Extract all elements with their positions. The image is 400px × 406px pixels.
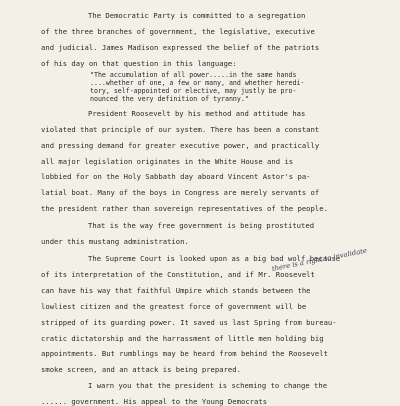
text-line-22: stripped of its guarding power. It saved us last Spring from bureau- [41,318,337,327]
text-line-1: The Democratic Party is committed to a segregation [88,11,306,20]
handwritten-annotation: there is a right to invalidate [271,246,368,273]
text-line-11: and pressing demand for greater executive power, and practically [41,141,320,150]
text-line-16: That is the way free government is being prostituted [88,221,315,230]
text-line-19: of its interpretation of the Constitution, and if Mr. Roosevelt [41,270,315,279]
text-line-21: lowliest citizen and the greatest force of government will be [41,302,307,311]
text-line-14: latial boat. Many of the boys in Congress are merely servants of [41,188,320,197]
quote-line-1: "The accumulation of all power.....in the same hands [90,71,297,79]
text-line-20: can have his way that faithful Umpire which stands between the [41,286,311,295]
text-line-15: the president rather than sovereign representatives of the people. [41,204,328,213]
text-line-10: violated that principle of our system. There has been a constant [41,125,320,134]
text-line-26: I warn you that the president is scheming to change the [88,381,328,390]
quote-line-2: ....whether of one, a few or many, and whether heredi- [90,79,305,87]
text-line-27: ...... government. His appeal to the Young Democrats [41,397,268,406]
text-line-2: of the three branches of government, the legislative, executive [41,27,315,36]
quote-line-3: tory, self-appointed or elective, may justly be pro- [90,87,297,95]
text-line-17: under this mustang administration. [41,237,189,246]
text-line-23: cratic dictatorship and the harrassment of little men holding big [41,334,324,343]
text-line-25: smoke screen, and an attack is being prepared. [41,365,241,374]
text-line-12: all major legislation originates in the White House and is [41,157,294,166]
text-line-24: appointments. But rumblings may be heard from behind the Roosevelt [41,349,328,358]
text-line-9: President Roosevelt by his method and attitude has [88,109,306,118]
text-line-18: The Supreme Court is looked upon as a big bad wolf because [88,254,341,263]
text-line-13: lobbied for on the Holy Sabbath day aboard Vincent Astor's pa- [41,172,311,181]
text-line-3: and judicial. James Madison expressed the belief of the patriots [41,43,320,52]
quote-line-4: nounced the very definition of tyranny." [90,95,249,103]
text-line-4: of his day on that question in this language: [41,59,237,68]
